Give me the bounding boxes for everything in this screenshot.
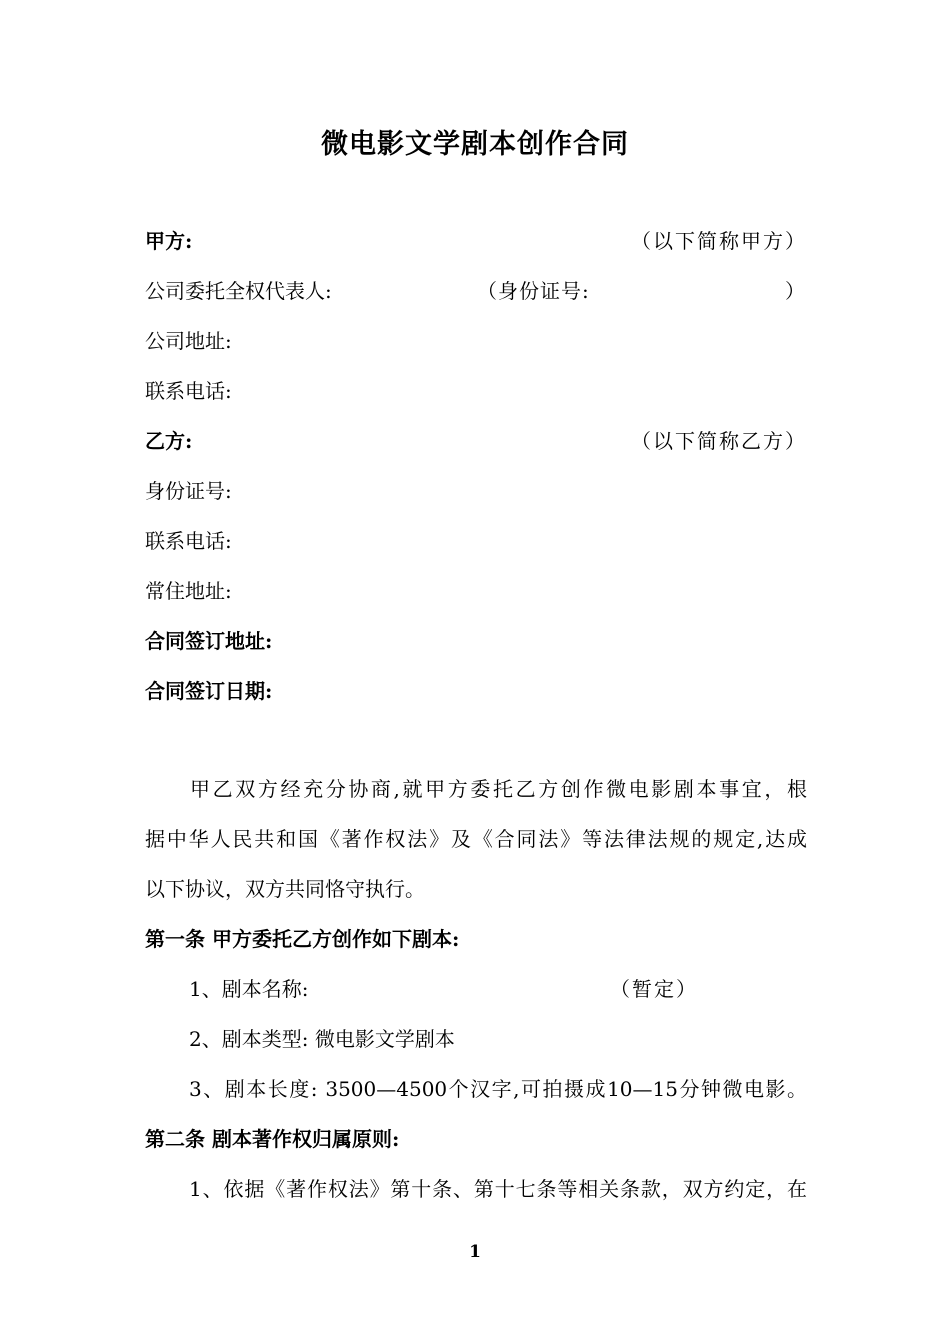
party-b-id-label: 身份证号: bbox=[145, 479, 232, 503]
party-b-alias: （以下简称乙方） bbox=[631, 429, 807, 453]
representative-id-close: ） bbox=[785, 279, 807, 303]
script-name-label: 1、剧本名称: bbox=[189, 977, 309, 1001]
representative-label: 公司委托全权代表人: bbox=[145, 279, 332, 303]
party-a-phone-label: 联系电话: bbox=[145, 379, 232, 403]
script-name-note: （暂定） bbox=[610, 977, 698, 1001]
article-1-heading: 第一条 甲方委托乙方创作如下剧本: bbox=[145, 927, 460, 951]
representative-row bbox=[145, 276, 807, 306]
sign-date-label: 合同签订日期: bbox=[145, 679, 273, 703]
article-2-item-1: 1、依据《著作权法》第十条、第十七条等相关条款，双方约定，在 bbox=[189, 1177, 807, 1201]
article-1-item-1 bbox=[145, 974, 807, 1004]
article-1-item-3: 3、剧本长度: 3500—4500个汉字,可拍摄成10—15分钟微电影。 bbox=[189, 1077, 807, 1101]
representative-id-label: （身份证号: bbox=[477, 279, 590, 303]
party-b-row bbox=[145, 426, 807, 456]
sign-place-label: 合同签订地址: bbox=[145, 629, 273, 653]
party-b-address-label: 常住地址: bbox=[145, 579, 232, 603]
article-1-item-2: 2、剧本类型: 微电影文学剧本 bbox=[189, 1027, 455, 1051]
intro-line-2: 据中华人民共和国《著作权法》及《合同法》等法律法规的规定,达成 bbox=[145, 827, 807, 851]
party-b-label: 乙方: bbox=[145, 429, 193, 453]
party-a-label: 甲方: bbox=[145, 229, 193, 253]
intro-line-1: 甲乙双方经充分协商,就甲方委托乙方创作微电影剧本事宜，根 bbox=[190, 777, 807, 801]
party-a-alias: （以下简称甲方） bbox=[631, 229, 807, 253]
article-2-heading: 第二条 剧本著作权归属原则: bbox=[145, 1127, 400, 1151]
intro-line-3: 以下协议，双方共同恪守执行。 bbox=[145, 877, 425, 901]
page-number: 1 bbox=[469, 1242, 481, 1262]
party-a-row bbox=[145, 226, 807, 256]
company-address-label: 公司地址: bbox=[145, 329, 232, 353]
contract-title: 微电影文学剧本创作合同 bbox=[321, 129, 629, 160]
party-b-phone-label: 联系电话: bbox=[145, 529, 232, 553]
